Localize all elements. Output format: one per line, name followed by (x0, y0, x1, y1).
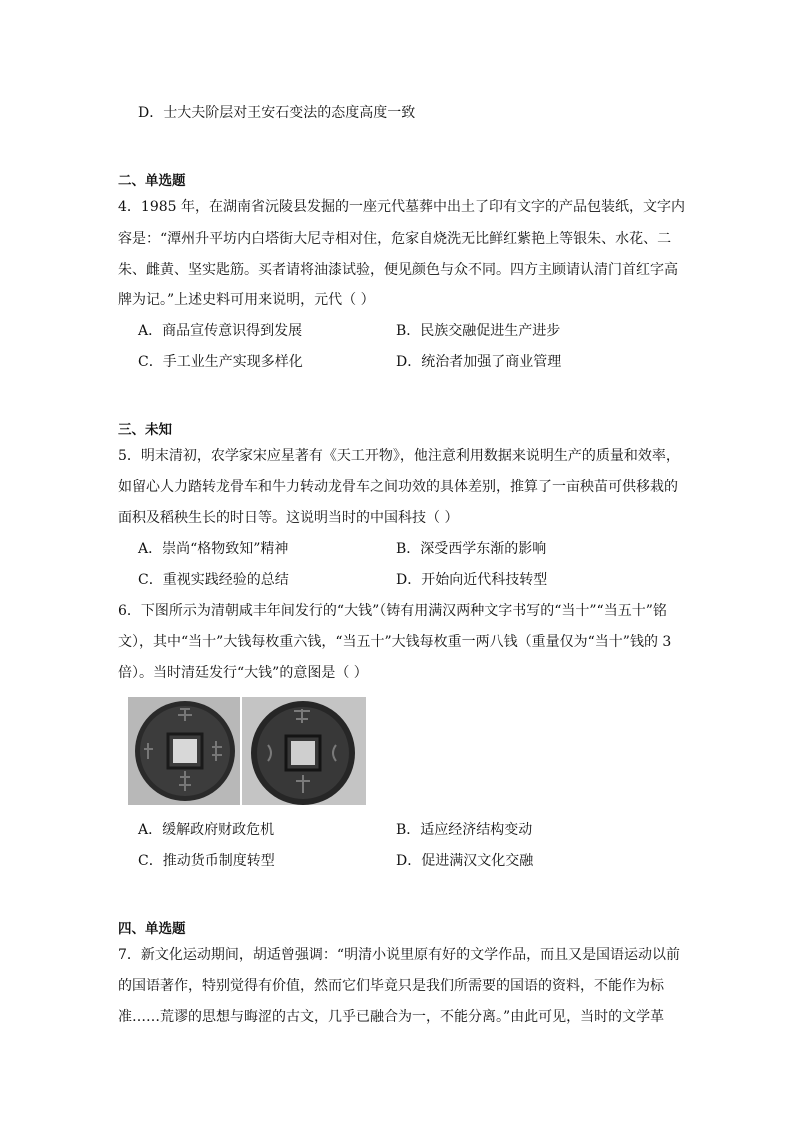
q7-line: 准……荒谬的思想与晦涩的古文，几乎已融合为一，不能分离。”由此可见，当时的文学革 (118, 1009, 665, 1025)
q5-option-d[interactable]: D．开始向近代科技转型 (396, 572, 548, 588)
q5-line: 面积及稻秧生长的时日等。这说明当时的中国科技（ ） (118, 510, 459, 526)
q4-line: 容是：“潭州升平坊内白塔街大尼寺相对住，危家自烧洗无比鲜红紫艳上等银朱、水花、二 (118, 231, 672, 247)
q6-option-c[interactable]: C．推动货币制度转型 (138, 853, 275, 869)
q4-line: 牌为记。”上述史料可用来说明，元代（ ） (118, 292, 375, 308)
q7-line: 的国语著作，特别觉得有价值，然而它们毕竟只是我们所需要的国语的资料，不能作为标 (118, 978, 664, 994)
q4-option-a[interactable]: A．商品宣传意识得到发展 (138, 323, 303, 339)
q6-line: 6．下图所示为清朝咸丰年间发行的“大钱”（铸有用满汉两种文字书写的“当十”“当五十”铭 (118, 603, 667, 619)
q5-option-b[interactable]: B．深受西学东渐的影响 (396, 541, 547, 557)
q4-option-b[interactable]: B．民族交融促进生产进步 (396, 323, 561, 339)
q3-option-d: D．士大夫阶层对王安石变法的态度高度一致 (138, 105, 416, 121)
q4-option-c[interactable]: C．手工业生产实现多样化 (138, 354, 303, 370)
q4-line: 4．1985 年，在湖南省沅陵县发掘的一座元代墓葬中出土了印有文字的产品包装纸，文字内 (118, 199, 685, 215)
q5-option-c[interactable]: C．重视实践经验的总结 (138, 572, 289, 588)
q7-line: 7．新文化运动期间，胡适曾强调：“明清小说里原有好的文学作品，而且又是国语运动以前 (118, 947, 681, 963)
q5-option-a[interactable]: A．崇尚“格物致知”精神 (138, 541, 289, 557)
coin-dang-wushi-image (242, 697, 366, 805)
coins-photo (128, 697, 366, 805)
q5-line: 如留心人力踏转龙骨车和牛力转动龙骨车之间功效的具体差别，推算了一亩秧苗可供移栽的 (118, 479, 678, 495)
q4-option-d[interactable]: D．统治者加强了商业管理 (396, 354, 562, 370)
q5-line: 5．明末清初，农学家宋应星著有《天工开物》，他注意利用数据来说明生产的质量和效率， (118, 448, 680, 464)
section-2-title: 二、单选题 (118, 173, 186, 189)
q6-option-a[interactable]: A．缓解政府财政危机 (138, 822, 275, 838)
q6-line: 倍）。当时清廷发行“大钱”的意图是（ ） (118, 665, 368, 681)
coin-dang-shi-image (128, 697, 240, 805)
section-3-title: 三、未知 (118, 422, 172, 438)
q6-option-d[interactable]: D．促进满汉文化交融 (396, 853, 534, 869)
section-4-title: 四、单选题 (118, 921, 186, 937)
q6-option-b[interactable]: B．适应经济结构变动 (396, 822, 533, 838)
q6-line: 文），其中“当十”大钱每枚重六钱，“当五十”大钱每枚重一两八钱（重量仅为“当十”钱的 3 (118, 634, 672, 650)
q4-line: 朱、雌黄、坚实匙筋。买者请将油漆试验，便见颜色与众不同。四方主顾请认清门首红字高 (118, 262, 678, 278)
